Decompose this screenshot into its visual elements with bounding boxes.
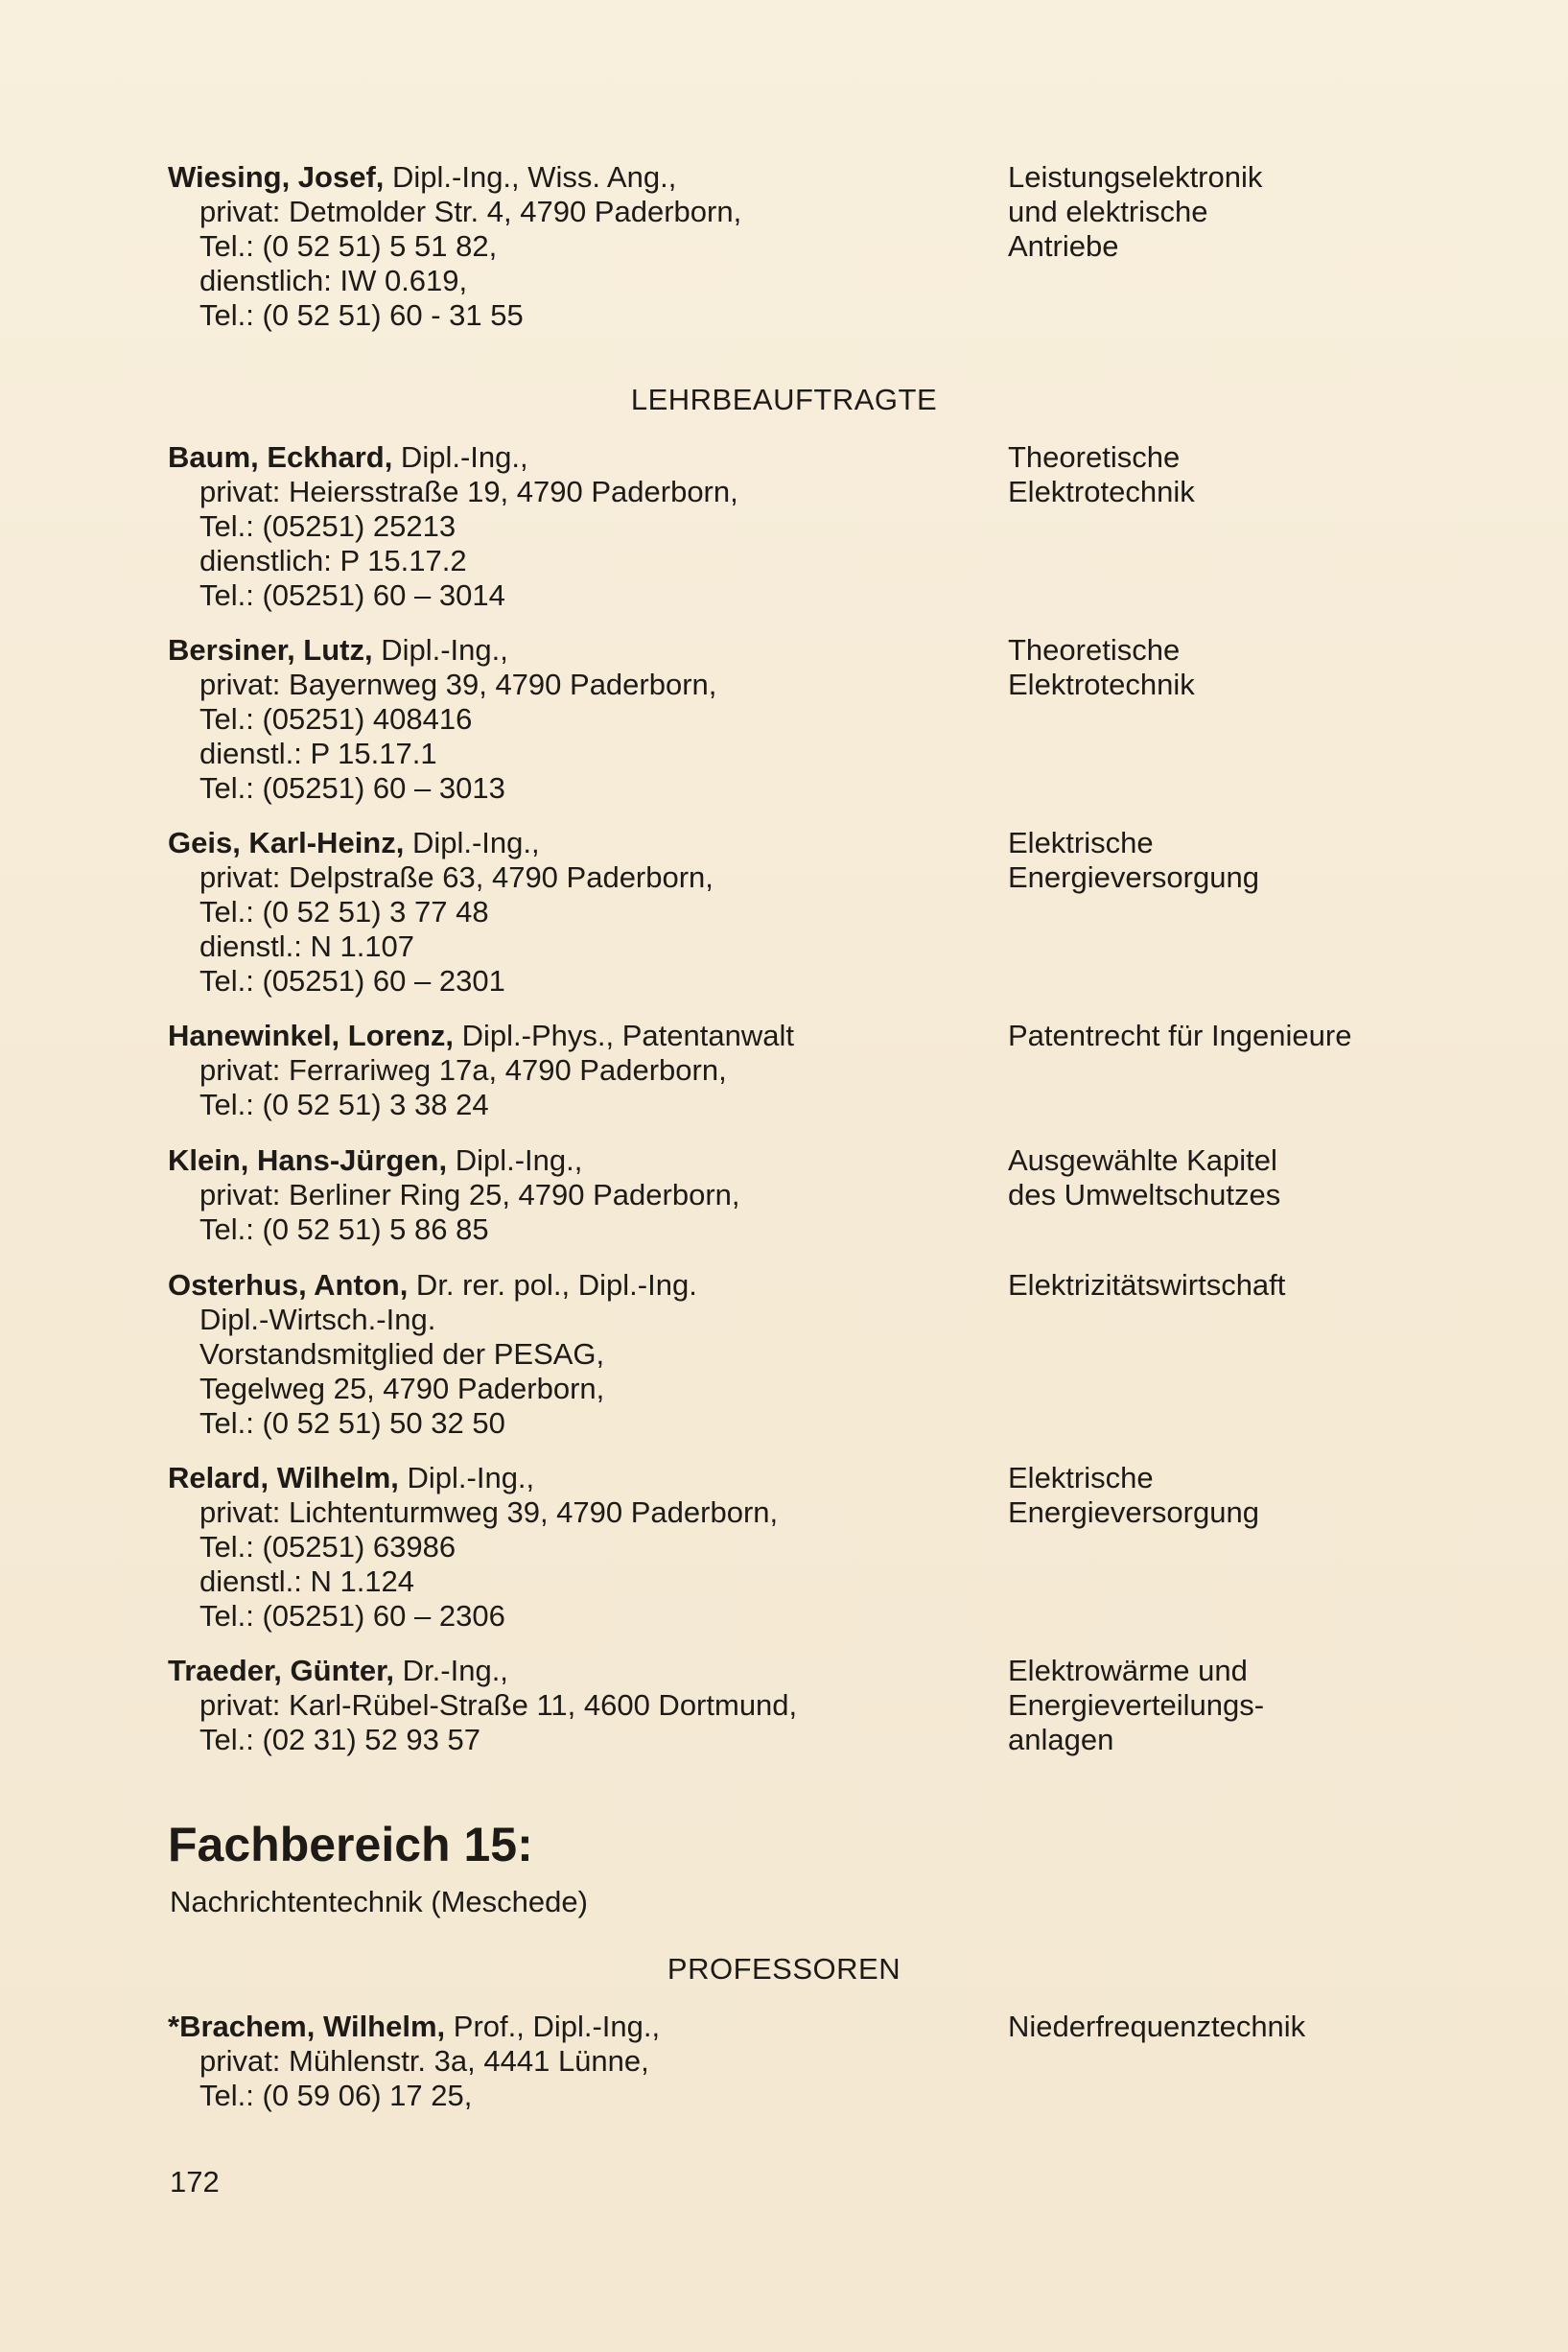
subject-line: Theoretische	[1008, 633, 1181, 667]
subject-line: Elektrizitätswirtschaft	[1008, 1268, 1286, 1302]
person-title: Dipl.-Ing., Wiss. Ang.,	[384, 160, 677, 194]
entry-details	[168, 1461, 993, 1634]
office-line: dienstl.: P 15.17.1	[199, 737, 437, 770]
entry-first-line	[168, 633, 993, 668]
subject-line: Patentrecht für Ingenieure	[1008, 1019, 1352, 1052]
address-line: privat: Heiersstraße 19, 4790 Paderborn,	[199, 475, 738, 508]
person-title: Dipl.-Ing.,	[392, 440, 528, 474]
address-line: privat: Ferrariweg 17a, 4790 Paderborn,	[199, 1053, 727, 1087]
section-heading-lehrbeauftragte: LEHRBEAUFTRAGTE	[630, 383, 938, 416]
subject-line: Niederfrequenztechnik	[1008, 2010, 1306, 2043]
person-name: Klein, Hans-Jürgen,	[168, 1143, 448, 1177]
subject-line: Leistungselektronik	[1008, 160, 1263, 194]
office-line: dienstl.: N 1.107	[199, 929, 415, 963]
entry-first-line	[168, 1019, 993, 1053]
person-name: Bersiner, Lutz,	[168, 633, 373, 667]
person-title: Dipl.-Ing.,	[398, 1461, 535, 1494]
person-title: Prof., Dipl.-Ing.,	[445, 2010, 661, 2043]
entry-subject	[1008, 1019, 1430, 1053]
subject-line: des Umweltschutzes	[1008, 1178, 1281, 1211]
person-name: Wiesing, Josef,	[168, 160, 385, 194]
entry-details	[168, 1143, 993, 1247]
entry-first-line	[168, 1268, 993, 1303]
fachbereich-title: Fachbereich 15:	[168, 1818, 533, 1871]
subject-line: Theoretische	[1008, 440, 1181, 474]
address-line: privat: Detmolder Str. 4, 4790 Paderborn,	[199, 195, 742, 228]
phone-line: Tel.: (0 52 51) 50 32 50	[199, 1406, 505, 1440]
entry-details	[168, 826, 993, 999]
entry-subject	[1008, 1268, 1430, 1303]
subject-line: und elektrische	[1008, 195, 1208, 228]
page-number: 172	[170, 2165, 220, 2199]
office-line: dienstlich: IW 0.619,	[199, 264, 468, 297]
address-line: privat: Lichtenturmweg 39, 4790 Paderborn,	[199, 1495, 779, 1529]
entry-first-line	[168, 1654, 993, 1688]
phone-line: Tel.: (0 52 51) 3 38 24	[199, 1088, 489, 1121]
entry-subject	[1008, 440, 1430, 509]
subject-line: anlagen	[1008, 1723, 1114, 1756]
subject-line: Antriebe	[1008, 229, 1119, 263]
subject-line: Elektrotechnik	[1008, 668, 1195, 701]
entry-subject	[1008, 1461, 1430, 1530]
entry-first-line	[168, 826, 993, 860]
person-name: *Brachem, Wilhelm,	[168, 2010, 446, 2043]
subject-line: Energieversorgung	[1008, 860, 1259, 894]
office-line: dienstlich: P 15.17.2	[199, 544, 467, 577]
person-name: Osterhus, Anton,	[168, 1268, 409, 1302]
person-title: Dr. rer. pol., Dipl.-Ing.	[408, 1268, 697, 1302]
entry-details	[168, 440, 993, 613]
entry-first-line	[168, 440, 993, 475]
person-name: Relard, Wilhelm,	[168, 1461, 399, 1494]
phone-line: Tel.: (0 52 51) 3 77 48	[199, 895, 489, 929]
person-name: Geis, Karl-Heinz,	[168, 826, 405, 859]
phone-line: Tel.: (05251) 408416	[199, 702, 473, 736]
phone-line: Tel.: (05251) 25213	[199, 509, 456, 543]
entry-subject	[1008, 826, 1430, 895]
entry-details	[168, 1019, 993, 1122]
phone-line: Tel.: (05251) 60 – 2301	[199, 964, 505, 998]
subject-line: Energieverteilungs-	[1008, 1688, 1265, 1722]
entry-details	[168, 633, 993, 806]
phone-line: Tel.: (0 52 51) 5 86 85	[199, 1212, 489, 1246]
person-name: Hanewinkel, Lorenz,	[168, 1019, 455, 1052]
entry-subject	[1008, 1654, 1430, 1757]
entry-details	[168, 1268, 993, 1441]
position-line: Vorstandsmitglied der PESAG,	[199, 1337, 605, 1371]
entry-first-line	[168, 160, 993, 195]
address-line: privat: Bayernweg 39, 4790 Paderborn,	[199, 668, 717, 701]
person-name: Baum, Eckhard,	[168, 440, 393, 474]
phone-line: Tel.: (02 31) 52 93 57	[199, 1723, 480, 1756]
address-line: privat: Karl-Rübel-Straße 11, 4600 Dortmund,	[199, 1688, 798, 1722]
phone-line: Tel.: (0 52 51) 60 - 31 55	[199, 298, 524, 332]
entry-subject	[1008, 2010, 1430, 2044]
entry-first-line	[168, 1143, 993, 1178]
entry-details	[168, 1654, 993, 1757]
entry-details	[168, 2010, 993, 2113]
fachbereich-subtitle: Nachrichtentechnik (Meschede)	[170, 1885, 588, 1918]
subject-line: Elektrische	[1008, 826, 1154, 859]
phone-line: Tel.: (05251) 60 – 3013	[199, 771, 505, 805]
subject-line: Ausgewählte Kapitel	[1008, 1143, 1277, 1177]
phone-line: Tel.: (0 59 06) 17 25,	[199, 2079, 473, 2112]
entry-subject	[1008, 1143, 1430, 1212]
address-line: privat: Mühlenstr. 3a, 4441 Lünne,	[199, 2044, 649, 2078]
address-line: privat: Delpstraße 63, 4790 Paderborn,	[199, 860, 714, 894]
entry-subject	[1008, 160, 1430, 264]
entry-first-line	[168, 1461, 993, 1495]
degree-line: Dipl.-Wirtsch.-Ing.	[199, 1303, 436, 1336]
subject-line: Elektrische	[1008, 1461, 1154, 1494]
entry-first-line	[168, 2010, 993, 2044]
phone-line: Tel.: (0 52 51) 5 51 82,	[199, 229, 498, 263]
address-line: Tegelweg 25, 4790 Paderborn,	[199, 1372, 605, 1405]
office-line: dienstl.: N 1.124	[199, 1564, 415, 1598]
subject-line: Energieversorgung	[1008, 1495, 1259, 1529]
person-title: Dipl.-Ing.,	[372, 633, 508, 667]
person-title: Dipl.-Phys., Patentanwalt	[454, 1019, 794, 1052]
person-title: Dipl.-Ing.,	[447, 1143, 583, 1177]
address-line: privat: Berliner Ring 25, 4790 Paderborn,	[199, 1178, 740, 1211]
phone-line: Tel.: (05251) 63986	[199, 1530, 456, 1564]
person-name: Traeder, Günter,	[168, 1654, 395, 1687]
person-title: Dr.-Ing.,	[394, 1654, 508, 1687]
person-title: Dipl.-Ing.,	[404, 826, 540, 859]
section-heading-professoren: PROFESSOREN	[667, 1952, 901, 1986]
subject-line: Elektrowärme und	[1008, 1654, 1248, 1687]
phone-line: Tel.: (05251) 60 – 2306	[199, 1599, 505, 1633]
phone-line: Tel.: (05251) 60 – 3014	[199, 578, 505, 612]
subject-line: Elektrotechnik	[1008, 475, 1195, 508]
entry-subject	[1008, 633, 1430, 702]
entry-details	[168, 160, 993, 333]
